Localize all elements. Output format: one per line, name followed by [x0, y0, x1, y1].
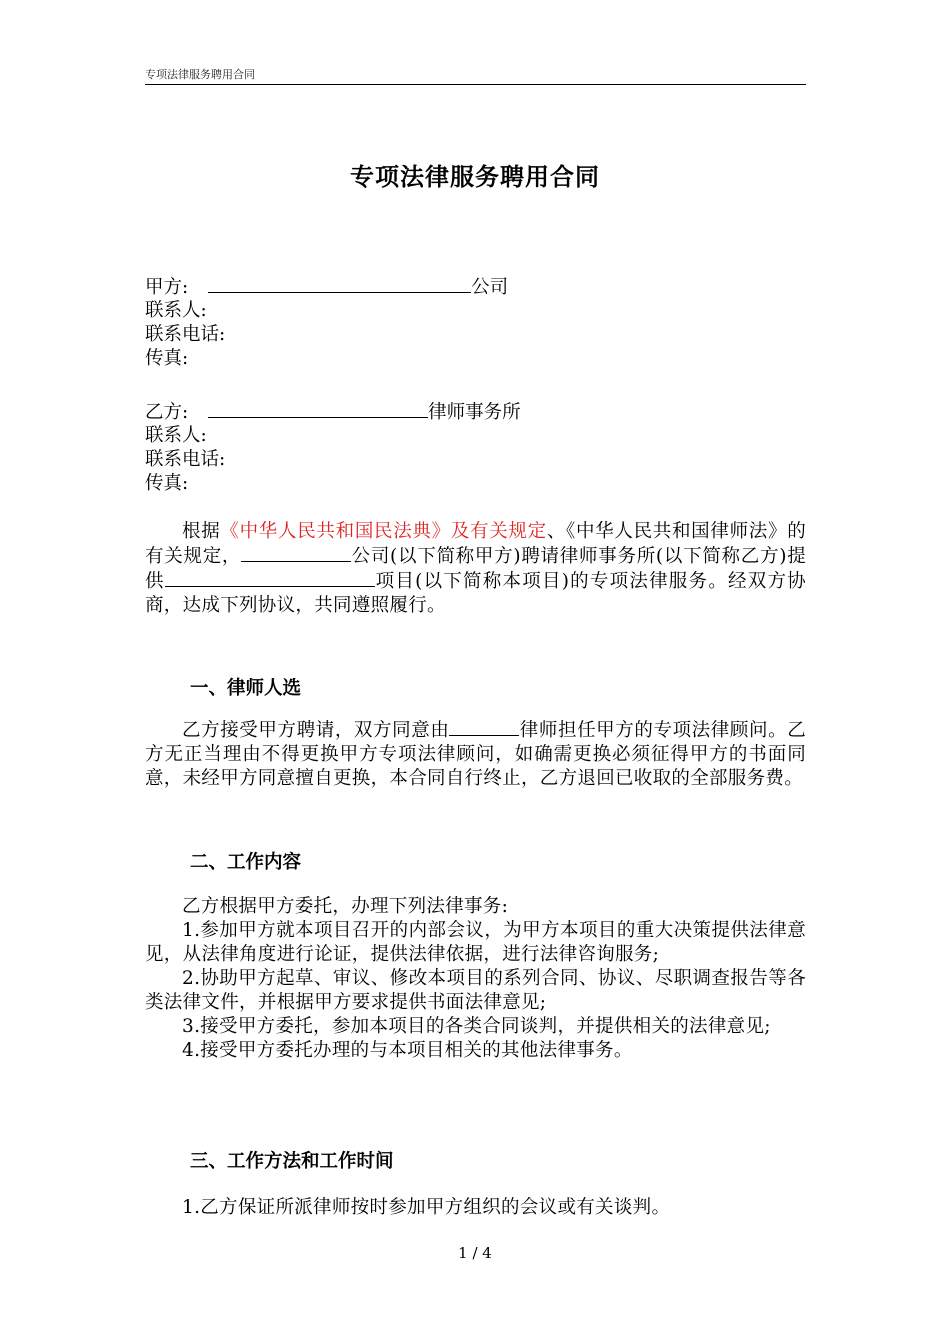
- intro-project-blank: [165, 569, 375, 587]
- party-a-contact: 联系人:: [145, 300, 207, 321]
- party-b-contact: 联系人:: [145, 425, 207, 446]
- section-2-item: 3.接受甲方委托，参加本项目的各类合同谈判，并提供相关的法律意见;: [182, 1016, 771, 1037]
- page-header: [145, 66, 806, 85]
- intro-text-4: 公司(以下简称甲方)聘请律师事务所(以下简称乙方)提供: [145, 546, 806, 592]
- lawyer-name-blank: [449, 718, 519, 736]
- party-b-block: [145, 400, 806, 496]
- party-b-suffix: 律师事务所: [428, 402, 521, 423]
- section-2-item: 2.协助甲方起草、审议、修改本项目的系列合同、协议、尽职调查报告等各类法律文件，并根据甲方要求提供书面法律意见;: [145, 968, 806, 1013]
- party-a-line: [145, 275, 806, 299]
- intro-text-3: 、《中华人民共和国律师法》的有关规定，: [145, 521, 806, 567]
- section-2-item: 乙方根据甲方委托，办理下列法律事务:: [182, 896, 509, 917]
- section-2-item: 1.参加甲方就本项目召开的内部会议，为甲方本项目的重大决策提供法律意见，从法律角度进行论证，提供法律依据，进行法律咨询服务;: [145, 920, 806, 965]
- section-3-list: [145, 1196, 806, 1220]
- party-a-blank: [208, 275, 471, 293]
- party-b-fax: 传真:: [145, 473, 189, 494]
- party-b-label: 乙方:: [145, 402, 189, 423]
- document-title: 专项法律服务聘用合同: [350, 163, 600, 191]
- intro-text-5: 项目(以下简称本项目)的专项法律服务。经双方协商，达成下列协议，共同遵照履行。: [145, 571, 806, 616]
- intro-law-reference: 《中华人民共和国民法典》及有关规定: [220, 521, 547, 542]
- header-text: 专项法律服务聘用合同: [145, 68, 255, 81]
- section-2-item: 4.接受甲方委托办理的与本项目相关的其他法律事务。: [182, 1040, 633, 1061]
- section-1-text-1: 乙方接受甲方聘请，双方同意由: [182, 720, 450, 741]
- section-1-text-2: 律师担任甲方的专项法律顾问。乙方无正当理由不得更换甲方专项法律顾问，如确需更换必须征得甲方的书面同意，未经甲方同意擅自更换，本合同自行终止，乙方退回已收取的全部服务费。: [145, 720, 806, 789]
- intro-text-1: 根据: [182, 521, 221, 542]
- section-2-list: [145, 895, 806, 1063]
- party-b-line: [145, 400, 806, 424]
- page-number: 1 / 4: [458, 1244, 492, 1262]
- party-a-fax: 传真:: [145, 348, 189, 369]
- section-1-heading: 一、律师人选: [190, 678, 302, 699]
- section-2-heading: 二、工作内容: [190, 852, 302, 873]
- party-a-block: [145, 275, 806, 371]
- section-1-paragraph: [145, 718, 806, 791]
- intro-company-blank: [241, 544, 351, 562]
- party-a-label: 甲方:: [145, 277, 189, 298]
- section-3-item: 1.乙方保证所派律师按时参加甲方组织的会议或有关谈判。: [182, 1197, 671, 1218]
- intro-paragraph: [145, 520, 806, 618]
- section-3-heading: 三、工作方法和工作时间: [190, 1151, 394, 1172]
- party-a-suffix: 公司: [471, 277, 509, 298]
- party-a-phone: 联系电话:: [145, 324, 226, 345]
- party-b-phone: 联系电话:: [145, 449, 226, 470]
- party-b-blank: [208, 400, 428, 418]
